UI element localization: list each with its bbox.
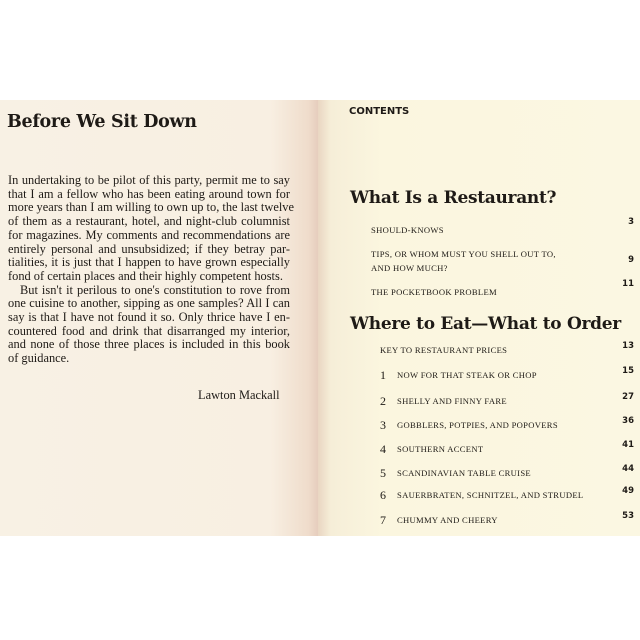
toc-entry[interactable]: SAUERBRATEN, SCHNITZEL, AND STRUDEL bbox=[397, 490, 584, 500]
toc-entry[interactable]: GOBBLERS, POTPIES, AND POPOVERS bbox=[397, 420, 558, 430]
toc-entry[interactable]: SHOULD-KNOWS bbox=[371, 225, 444, 235]
text-line: fond of certain places and their highly competent hosts. bbox=[8, 268, 283, 283]
page-title: Before We Sit Down bbox=[7, 112, 197, 132]
section-title: What Is a Restaurant? bbox=[350, 188, 557, 208]
text-line: one cuisine to another, sipping as one samples? All I can bbox=[8, 296, 290, 311]
toc-entry[interactable]: KEY TO RESTAURANT PRICES bbox=[380, 345, 508, 355]
text-line: tialities, it is just that I happen to have grown especially bbox=[8, 255, 290, 270]
text-line: that I am a fellow who has been eating around town for bbox=[8, 186, 290, 201]
text-line: In undertaking to be pilot of this party, permit me to say bbox=[8, 173, 290, 187]
page-number: 3 bbox=[628, 217, 634, 227]
page-number: 53 bbox=[622, 511, 634, 521]
signature: Lawton Mackall bbox=[198, 388, 280, 402]
toc-entry[interactable]: SOUTHERN ACCENT bbox=[397, 444, 484, 454]
text-line: of them as a restaurant, hotel, and night-club columnist bbox=[8, 214, 290, 229]
toc-entry-continued[interactable]: AND HOW MUCH? bbox=[371, 263, 448, 273]
text-line: for magazines. My comments and recommendations are bbox=[8, 227, 290, 242]
text-line: and none of those three places is included in this book bbox=[8, 337, 290, 352]
chapter-number: 6 bbox=[380, 488, 386, 502]
chapter-number: 1 bbox=[380, 368, 386, 382]
text-line: say is that I have not found it so. Only thrice have I en- bbox=[8, 310, 290, 324]
text-line: But isn't it perilous to one's constitution to rove from bbox=[20, 282, 290, 297]
toc-entry[interactable]: NOW FOR THAT STEAK OR CHOP bbox=[397, 370, 537, 380]
contents-heading: CONTENTS bbox=[349, 106, 410, 117]
right-page bbox=[318, 100, 640, 536]
chapter-number: 7 bbox=[380, 513, 386, 527]
chapter-number: 3 bbox=[380, 418, 386, 432]
page-number: 41 bbox=[622, 440, 634, 450]
chapter-number: 5 bbox=[380, 466, 386, 480]
chapter-number: 4 bbox=[380, 442, 386, 456]
page-number: 49 bbox=[622, 486, 634, 496]
toc-entry[interactable]: SCANDINAVIAN TABLE CRUISE bbox=[397, 468, 531, 478]
chapter-number: 2 bbox=[380, 394, 386, 408]
toc-entry[interactable]: SHELLY AND FINNY FARE bbox=[397, 396, 507, 406]
text-line: of guidance. bbox=[8, 351, 70, 366]
page-number: 27 bbox=[622, 392, 634, 402]
toc-entry[interactable]: TIPS, OR WHOM MUST YOU SHELL OUT TO, bbox=[371, 249, 556, 259]
text-line: more years than I am willing to own up to, the last twelve bbox=[8, 200, 294, 215]
text-line: countered food and drink that disarranged my interior, bbox=[8, 323, 290, 338]
page-number: 36 bbox=[622, 416, 634, 426]
page-number: 13 bbox=[622, 341, 634, 351]
toc-entry[interactable]: THE POCKETBOOK PROBLEM bbox=[371, 287, 497, 297]
toc-entry[interactable]: CHUMMY AND CHEERY bbox=[397, 515, 498, 525]
page-number: 9 bbox=[628, 255, 634, 265]
text-line: entirely personal and unsubsidized; if they betray par- bbox=[8, 241, 290, 256]
section-title: Where to Eat—What to Order bbox=[350, 314, 621, 334]
page-number: 15 bbox=[622, 366, 634, 376]
left-page bbox=[0, 100, 318, 536]
page-number: 11 bbox=[622, 279, 634, 289]
page-number: 44 bbox=[622, 464, 634, 474]
